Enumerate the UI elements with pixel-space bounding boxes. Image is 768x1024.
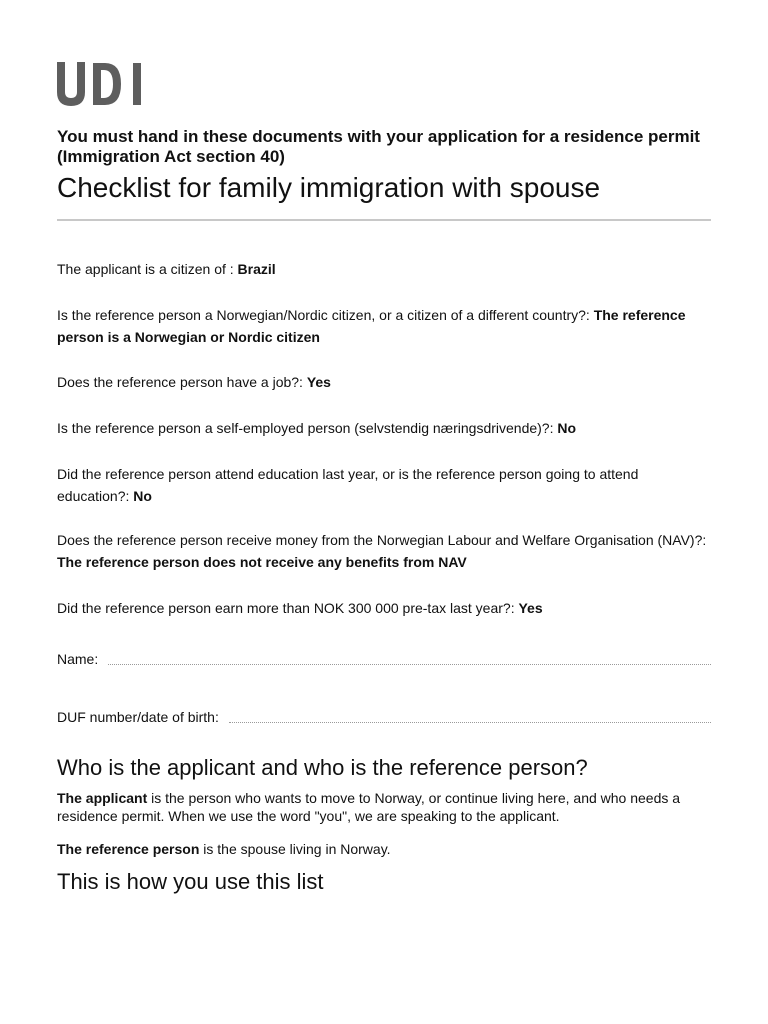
name-fill-line[interactable] bbox=[108, 663, 711, 665]
document-subtitle: You must hand in these documents with your application for a residence permit (Immigration Act section 40) bbox=[57, 127, 700, 166]
qa-education bbox=[57, 463, 711, 507]
applicant-description: is the person who wants to move to Norway, or continue living here, and who needs a residence permit. When we use the word "you", we are speaking to the applicant. bbox=[57, 790, 681, 824]
qa-citizenship bbox=[57, 258, 711, 280]
question-text: Does the reference person receive money from the Norwegian Labour and Welfare Organisation (NAV)?: bbox=[57, 532, 707, 548]
duf-field[interactable] bbox=[57, 708, 711, 726]
question-text: Is the reference person a Norwegian/Nordic citizen, or a citizen of a different country?: bbox=[57, 307, 590, 323]
answer-text: No bbox=[133, 488, 152, 504]
section-heading-how: This is how you use this list bbox=[57, 869, 324, 894]
question-text: Does the reference person have a job?: bbox=[57, 374, 303, 390]
header-divider bbox=[57, 219, 711, 221]
reference-term: The reference person bbox=[57, 841, 200, 857]
question-text: Is the reference person a self-employed person (selvstendig næringsdrivende)?: bbox=[57, 420, 554, 436]
duf-fill-line[interactable] bbox=[229, 721, 711, 723]
qa-job bbox=[57, 371, 711, 393]
answer-text: Yes bbox=[518, 600, 543, 616]
answer-text: No bbox=[557, 420, 577, 436]
answer-text: The reference person is a Norwegian or Nordic citizen bbox=[57, 307, 686, 345]
answer-text: The reference person does not receive any benefits from NAV bbox=[57, 554, 467, 570]
answer-text: Yes bbox=[306, 374, 331, 390]
reference-definition bbox=[57, 840, 697, 858]
qa-income bbox=[57, 597, 711, 619]
section-heading-who: Who is the applicant and who is the reference person? bbox=[57, 755, 588, 780]
applicant-term: The applicant bbox=[57, 790, 148, 806]
answer-text: Brazil bbox=[237, 261, 276, 277]
name-field[interactable] bbox=[57, 650, 711, 668]
question-text: Did the reference person earn more than NOK 300 000 pre-tax last year?: bbox=[57, 600, 515, 616]
question-text: Did the reference person attend education last year, or is the reference person going to attend education?: bbox=[57, 466, 639, 504]
page-title: Checklist for family immigration with spouse bbox=[57, 172, 601, 203]
applicant-definition bbox=[57, 789, 697, 825]
reference-description: is the spouse living in Norway. bbox=[199, 841, 391, 857]
duf-label: DUF number/date of birth: bbox=[57, 709, 219, 725]
qa-reference-citizenship bbox=[57, 304, 711, 348]
qa-self-employed bbox=[57, 417, 711, 439]
udi-logo bbox=[57, 62, 143, 106]
question-text: The applicant is a citizen of : bbox=[57, 261, 234, 277]
name-label: Name: bbox=[57, 651, 99, 667]
qa-nav-benefits bbox=[57, 529, 711, 573]
